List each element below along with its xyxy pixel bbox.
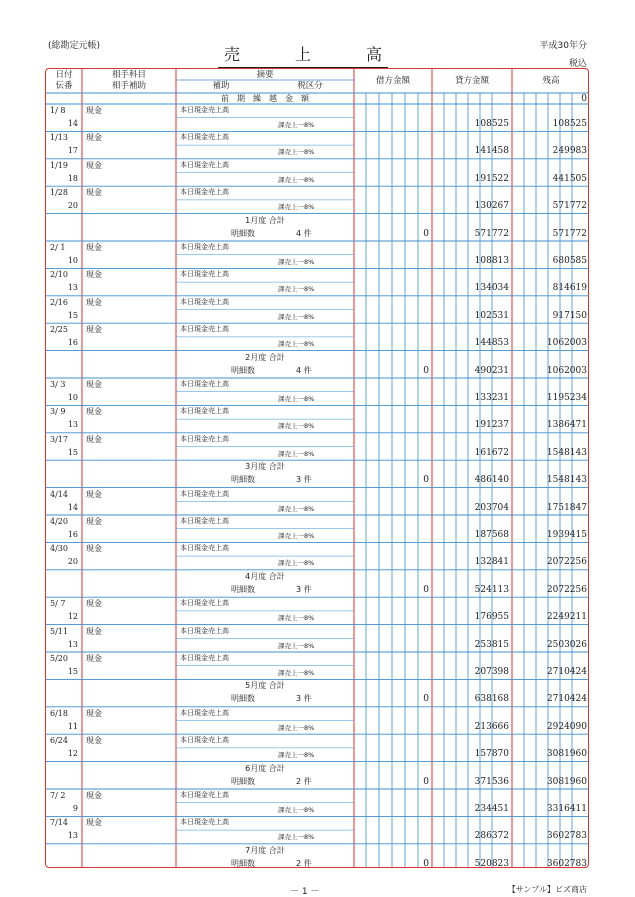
- entry-voucher: 15: [67, 310, 78, 320]
- carryover-label: 前 期 繰 越 金 額: [221, 94, 309, 103]
- total-debit: 0: [423, 475, 429, 486]
- entry-date: 1/28: [50, 188, 68, 198]
- entry-date: 2/25: [50, 325, 68, 335]
- total-count: 4 件: [296, 228, 312, 238]
- entry-account: 現金: [86, 544, 102, 554]
- entry-description: 本日現金売上高: [180, 791, 229, 799]
- entry-account: 現金: [86, 736, 102, 746]
- entry-voucher: 13: [67, 420, 78, 430]
- entry-account: 現金: [86, 517, 102, 526]
- total-balance: 1062003: [546, 365, 587, 376]
- entry-account: 現金: [86, 791, 102, 800]
- entry-voucher: 10: [67, 256, 78, 265]
- entry-balance: 3316411: [546, 804, 587, 814]
- entry-date: 6/18: [50, 708, 68, 718]
- entry-description: 本日現金売上高: [180, 544, 229, 553]
- entry-date: 4/14: [50, 489, 68, 499]
- entry-voucher: 13: [67, 639, 78, 649]
- header-tax-class: 税区分: [297, 81, 323, 91]
- entry-voucher: 9: [72, 804, 78, 813]
- entry-voucher: 14: [67, 502, 78, 512]
- header-sub-account: 相手補助: [111, 81, 146, 91]
- total-debit: 0: [423, 694, 429, 705]
- entry-voucher: 18: [67, 173, 78, 183]
- total-detail-label: 明細数: [231, 694, 255, 704]
- entry-account: 現金: [86, 297, 102, 307]
- total-detail-label: 明細数: [231, 475, 255, 485]
- entry-account: 現金: [86, 270, 102, 280]
- entry-date: 3/17: [50, 434, 68, 444]
- total-label: 5月度 合計: [245, 681, 285, 691]
- entry-credit: 191522: [474, 173, 509, 184]
- entry-credit: 132841: [474, 557, 509, 568]
- entry-description: 本日現金売上高: [180, 626, 229, 635]
- entry-tax-class: 課売上一8%: [278, 449, 315, 458]
- total-debit: 0: [423, 858, 429, 868]
- entry-voucher: 11: [67, 721, 78, 731]
- total-detail-label: 明細数: [231, 228, 255, 238]
- entry-credit: 130267: [474, 201, 509, 212]
- entry-account: 現金: [86, 380, 102, 389]
- entry-credit: 102531: [474, 310, 509, 321]
- total-balance: 3602783: [546, 858, 587, 868]
- total-credit: 486140: [474, 475, 509, 486]
- entry-tax-class: 課売上一8%: [278, 340, 315, 349]
- ledger-title: [218, 42, 388, 68]
- entry-balance: 2503026: [546, 639, 587, 650]
- total-balance: 3081960: [546, 776, 587, 787]
- entry-credit: 157870: [474, 749, 509, 760]
- entry-description: 本日現金売上高: [180, 434, 229, 443]
- entry-credit: 108813: [474, 256, 509, 266]
- entry-account: 現金: [86, 708, 102, 718]
- total-credit: 524113: [474, 584, 509, 595]
- entry-voucher: 14: [67, 119, 78, 128]
- entry-tax-class: 課売上一8%: [278, 669, 315, 677]
- entry-credit: 213666: [474, 721, 509, 732]
- entry-account: 現金: [86, 626, 102, 636]
- entry-account: 現金: [86, 818, 102, 828]
- entry-tax-class: 課売上一8%: [278, 806, 315, 814]
- total-debit: 0: [423, 365, 429, 376]
- entry-balance: 108525: [552, 119, 587, 129]
- entry-account: 現金: [86, 160, 102, 170]
- entry-credit: 134034: [474, 283, 509, 294]
- entry-date: 5/20: [50, 654, 68, 663]
- entry-date: 7/ 2: [50, 791, 66, 800]
- total-count: 2 件: [296, 776, 312, 786]
- total-detail-label: 明細数: [231, 776, 255, 786]
- entry-description: 本日現金売上高: [180, 243, 229, 251]
- entry-voucher: 16: [67, 530, 78, 539]
- total-balance: 1548143: [546, 475, 587, 486]
- header-credit: 貸方金額: [454, 76, 489, 86]
- entry-balance: 3081960: [546, 749, 587, 760]
- ledger-type-label: (総勘定元帳): [48, 41, 101, 51]
- total-label: 7月度 合計: [245, 845, 285, 855]
- entry-tax-class: 課売上一8%: [278, 121, 315, 129]
- entry-date: 7/14: [50, 818, 68, 828]
- entry-account: 現金: [86, 599, 102, 609]
- entry-tax-class: 課売上一8%: [278, 285, 315, 294]
- entry-credit: 161672: [474, 447, 509, 458]
- entry-credit: 133231: [474, 393, 509, 403]
- total-label: 2月度 合計: [245, 352, 285, 362]
- entry-account: 現金: [86, 243, 102, 252]
- entry-credit: 144853: [474, 338, 509, 349]
- entry-credit: 176955: [474, 612, 509, 623]
- header-debit: 借方金額: [375, 76, 410, 86]
- entry-description: 本日現金売上高: [180, 654, 229, 662]
- entry-tax-class: 課売上一8%: [278, 148, 315, 157]
- entry-description: 本日現金売上高: [180, 818, 229, 827]
- entry-account: 現金: [86, 133, 102, 143]
- entry-date: 4/30: [50, 544, 68, 554]
- total-count: 3 件: [296, 584, 312, 594]
- entry-description: 本日現金売上高: [180, 325, 229, 334]
- entry-description: 本日現金売上高: [180, 106, 229, 114]
- entry-account: 現金: [86, 654, 102, 663]
- entry-date: 1/13: [50, 133, 68, 143]
- entry-date: 2/16: [50, 297, 68, 307]
- entry-balance: 2710424: [546, 667, 587, 677]
- entry-voucher: 13: [67, 831, 78, 841]
- entry-credit: 187568: [474, 530, 509, 540]
- fiscal-year-label: 平成30年分: [539, 41, 587, 51]
- entry-credit: 234451: [474, 804, 509, 814]
- total-detail-label: 明細数: [231, 584, 255, 594]
- tax-mode-label: 税込: [568, 59, 587, 69]
- title-char-3: 高: [365, 45, 382, 64]
- entry-tax-class: 課売上一8%: [278, 751, 315, 760]
- entry-balance: 2924090: [546, 721, 587, 732]
- header-summary: 摘要: [256, 70, 274, 80]
- entry-balance: 814619: [552, 283, 587, 294]
- entry-account: 現金: [86, 188, 102, 198]
- entry-balance: 2072256: [546, 557, 587, 568]
- total-label: 3月度 合計: [245, 462, 285, 472]
- total-detail-label: 明細数: [231, 858, 255, 868]
- entry-tax-class: 課売上一8%: [278, 422, 315, 431]
- total-credit: 571772: [474, 228, 509, 239]
- entry-tax-class: 課売上一8%: [278, 258, 315, 266]
- entry-credit: 286372: [474, 831, 509, 842]
- entry-balance: 571772: [552, 201, 587, 212]
- entry-balance: 3602783: [546, 831, 587, 842]
- entry-account: 現金: [86, 434, 102, 444]
- total-label: 4月度 合計: [245, 571, 285, 581]
- total-balance: 2710424: [546, 694, 587, 705]
- entry-account: 現金: [86, 407, 102, 417]
- entry-description: 本日現金売上高: [180, 133, 229, 142]
- entry-account: 現金: [86, 325, 102, 335]
- entry-balance: 441505: [552, 173, 587, 184]
- entry-credit: 203704: [474, 502, 509, 513]
- entry-credit: 253815: [474, 639, 509, 650]
- entry-credit: 141458: [474, 146, 509, 157]
- entry-description: 本日現金売上高: [180, 517, 229, 525]
- total-credit: 371536: [474, 776, 509, 787]
- entry-description: 本日現金売上高: [180, 736, 229, 745]
- total-balance: 571772: [552, 228, 587, 239]
- entry-date: 5/ 7: [50, 599, 66, 609]
- entry-description: 本日現金売上高: [180, 188, 229, 197]
- entry-credit: 191237: [474, 420, 509, 431]
- entry-description: 本日現金売上高: [180, 489, 229, 498]
- entry-date: 2/ 1: [50, 243, 66, 252]
- entry-tax-class: 課売上一8%: [278, 532, 315, 540]
- title-char-2: 上: [294, 45, 311, 64]
- entry-tax-class: 課売上一8%: [278, 833, 315, 842]
- total-count: 3 件: [296, 475, 312, 485]
- total-debit: 0: [423, 584, 429, 595]
- entry-tax-class: 課売上一8%: [278, 395, 315, 403]
- total-credit: 638168: [474, 694, 509, 705]
- title-char-1: 売: [224, 45, 241, 64]
- header-balance: 残高: [542, 76, 560, 86]
- header-sub: 補助: [212, 81, 230, 91]
- total-label: 1月度 合計: [245, 215, 285, 225]
- entry-account: 現金: [86, 489, 102, 499]
- entry-tax-class: 課売上一8%: [278, 312, 315, 321]
- entry-balance: 1386471: [546, 420, 587, 431]
- entry-tax-class: 課売上一8%: [278, 203, 315, 212]
- entry-tax-class: 課売上一8%: [278, 641, 315, 650]
- entry-description: 本日現金売上高: [180, 708, 229, 717]
- total-debit: 0: [423, 776, 429, 787]
- total-count: 3 件: [296, 694, 312, 704]
- total-count: 4 件: [296, 365, 312, 375]
- header-voucher: 伝番: [55, 81, 73, 91]
- total-label: 6月度 合計: [245, 763, 285, 773]
- entry-balance: 1062003: [546, 338, 587, 349]
- entry-tax-class: 課売上一8%: [278, 504, 315, 513]
- entry-balance: 1751847: [546, 502, 587, 513]
- entry-tax-class: 課売上一8%: [278, 723, 315, 732]
- total-debit: 0: [423, 228, 429, 239]
- entry-description: 本日現金売上高: [180, 160, 229, 169]
- page-number: － 1 －: [290, 887, 320, 897]
- entry-balance: 1195234: [546, 393, 587, 403]
- entry-balance: 917150: [552, 310, 587, 321]
- entry-date: 1/ 8: [50, 106, 66, 115]
- total-balance: 2072256: [546, 584, 587, 595]
- entry-balance: 2249211: [546, 612, 587, 623]
- carryover-balance: 0: [581, 94, 587, 104]
- entry-voucher: 12: [67, 749, 78, 759]
- entry-tax-class: 課売上一8%: [278, 175, 315, 184]
- entry-voucher: 20: [67, 201, 78, 211]
- entry-date: 6/24: [50, 736, 68, 746]
- entry-description: 本日現金売上高: [180, 380, 229, 388]
- entry-date: 3/ 3: [50, 380, 66, 389]
- entry-balance: 1548143: [546, 447, 587, 458]
- entry-description: 本日現金売上高: [180, 270, 229, 279]
- shop-name: 【サンプル】ビズ商店: [507, 885, 587, 894]
- ledger-table: [45, 68, 589, 868]
- total-credit: 520823: [474, 858, 509, 868]
- entry-voucher: 17: [67, 146, 78, 156]
- entry-description: 本日現金売上高: [180, 297, 229, 306]
- entry-voucher: 13: [67, 283, 78, 293]
- entry-description: 本日現金売上高: [180, 599, 229, 608]
- entry-balance: 1939415: [546, 530, 587, 540]
- entry-voucher: 20: [67, 557, 78, 567]
- entry-date: 2/10: [50, 270, 68, 280]
- entry-voucher: 10: [67, 393, 78, 402]
- entry-tax-class: 課売上一8%: [278, 614, 315, 623]
- entry-date: 5/11: [50, 626, 68, 636]
- entry-credit: 108525: [474, 119, 509, 129]
- entry-account: 現金: [86, 106, 102, 115]
- header-date: 日付: [55, 70, 73, 80]
- header-account: 相手科目: [111, 70, 146, 80]
- entry-balance: 680585: [552, 256, 587, 266]
- entry-voucher: 15: [67, 447, 78, 457]
- entry-tax-class: 課売上一8%: [278, 559, 315, 568]
- entry-voucher: 16: [67, 338, 78, 348]
- entry-date: 3/ 9: [50, 407, 66, 417]
- entry-description: 本日現金売上高: [180, 407, 229, 416]
- entry-balance: 249983: [552, 146, 587, 157]
- entry-credit: 207398: [474, 667, 509, 677]
- entry-voucher: 12: [67, 612, 78, 622]
- entry-voucher: 15: [67, 667, 78, 676]
- total-count: 2 件: [296, 858, 312, 868]
- entry-date: 1/19: [50, 160, 68, 170]
- total-credit: 490231: [474, 365, 509, 376]
- entry-date: 4/20: [50, 517, 68, 526]
- total-detail-label: 明細数: [231, 365, 255, 375]
